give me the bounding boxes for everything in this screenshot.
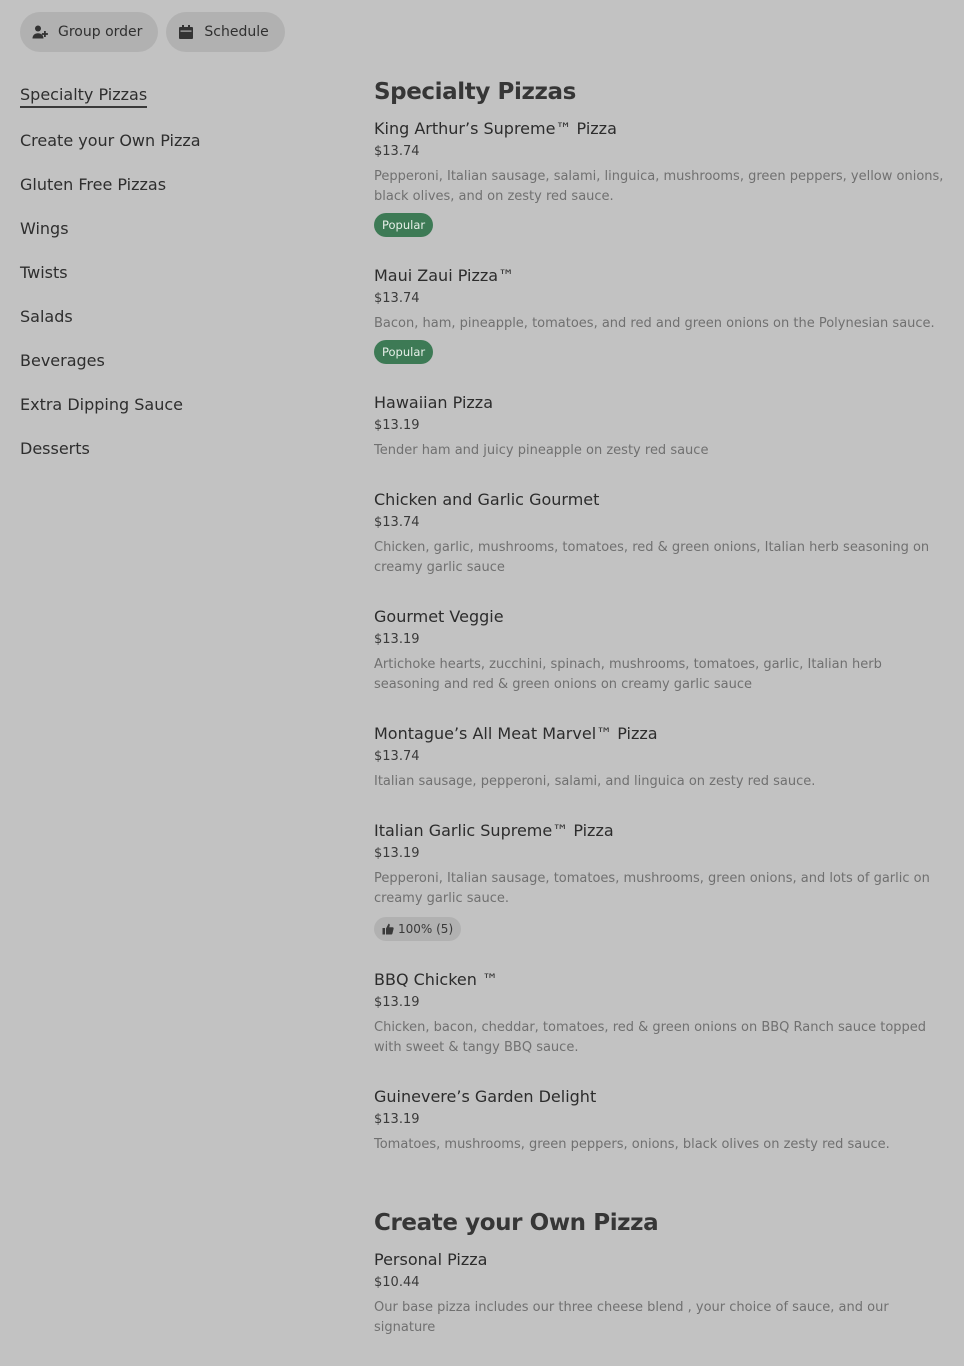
sidebar-item-create-your-own-pizza[interactable] — [20, 118, 320, 162]
item-name: Personal Pizza — [374, 1250, 488, 1269]
menu-item[interactable] — [374, 1249, 944, 1338]
person-add-icon — [32, 24, 48, 40]
item-name: Gourmet Veggie — [374, 607, 504, 626]
item-name: Guinevere’s Garden Delight — [374, 1087, 597, 1106]
top-action-bar — [20, 12, 285, 52]
item-description: Tomatoes, mushrooms, green peppers, onions, black olives on zesty red sauce. — [374, 1137, 890, 1152]
menu-item[interactable] — [374, 489, 944, 578]
calendar-icon — [178, 24, 194, 40]
menu-content — [374, 76, 944, 1366]
sidebar-item-label: Gluten Free Pizzas — [20, 174, 167, 194]
rating-badge — [374, 917, 461, 941]
item-price: $13.74 — [374, 144, 420, 159]
group-order-label: Group order — [58, 24, 143, 40]
item-description: Pepperoni, Italian sausage, tomatoes, mushrooms, green onions, and lots of garlic on creamy garlic sauce. — [374, 871, 930, 906]
menu-item[interactable] — [374, 820, 944, 941]
item-description: Bacon, ham, pineapple, tomatoes, and red and green onions on the Polynesian sauce. — [374, 316, 935, 331]
item-name: King Arthur’s Supreme™ Pizza — [374, 119, 617, 138]
item-description: Our base pizza includes our three cheese blend , your choice of sauce, and our signature — [374, 1300, 889, 1335]
item-description: Tender ham and juicy pineapple on zesty red sauce — [374, 443, 709, 458]
sidebar-item-label: Salads — [20, 306, 73, 326]
menu-item[interactable] — [374, 392, 944, 461]
rating-text: 100% (5) — [398, 922, 454, 936]
sidebar-item-label: Desserts — [20, 438, 90, 458]
item-name: BBQ Chicken ™ — [374, 970, 498, 989]
item-price: $10.44 — [374, 1275, 420, 1290]
item-description: Chicken, garlic, mushrooms, tomatoes, red & green onions, Italian herb seasoning on creamy garlic sauce — [374, 540, 930, 575]
item-name: Maui Zaui Pizza™ — [374, 266, 515, 285]
item-price: $13.19 — [374, 995, 420, 1010]
sidebar-item-salads[interactable] — [20, 294, 320, 338]
item-description: Italian sausage, pepperoni, salami, and linguica on zesty red sauce. — [374, 774, 816, 789]
item-name: Italian Garlic Supreme™ Pizza — [374, 821, 614, 840]
item-price: $13.74 — [374, 515, 420, 530]
sidebar-item-desserts[interactable] — [20, 426, 320, 470]
item-price: $13.19 — [374, 632, 420, 647]
sidebar-item-beverages[interactable] — [20, 338, 320, 382]
menu-item[interactable] — [374, 1086, 944, 1155]
sidebar-item-extra-dipping-sauce[interactable] — [20, 382, 320, 426]
sidebar-item-label: Wings — [20, 218, 69, 238]
sidebar-item-twists[interactable] — [20, 250, 320, 294]
popular-badge: Popular — [374, 340, 433, 364]
section-title: Specialty Pizzas — [374, 79, 576, 105]
sidebar-item-label: Beverages — [20, 350, 105, 370]
menu-item[interactable] — [374, 969, 944, 1058]
schedule-label: Schedule — [204, 24, 269, 40]
schedule-button[interactable] — [166, 12, 284, 52]
category-sidebar — [20, 74, 320, 470]
item-description: Pepperoni, Italian sausage, salami, linguica, mushrooms, green peppers, yellow onions, black olives, and on zesty red sauce. — [374, 169, 944, 204]
sidebar-item-label: Create your Own Pizza — [20, 130, 201, 150]
item-description: Chicken, bacon, cheddar, tomatoes, red & green onions on BBQ Ranch sauce topped with sweet & tangy BBQ sauce. — [374, 1020, 927, 1055]
sidebar-item-label: Twists — [20, 262, 68, 282]
item-price: $13.19 — [374, 1112, 420, 1127]
item-price: $13.19 — [374, 418, 420, 433]
item-name: Hawaiian Pizza — [374, 393, 493, 412]
section-title: Create your Own Pizza — [374, 1210, 659, 1236]
sidebar-item-label: Extra Dipping Sauce — [20, 394, 183, 414]
menu-item[interactable] — [374, 118, 944, 237]
item-description: Artichoke hearts, zucchini, spinach, mushrooms, tomatoes, garlic, Italian herb seasoning and red & green onions on creamy garlic sauce — [374, 657, 882, 692]
item-name: Montague’s All Meat Marvel™ Pizza — [374, 724, 658, 743]
item-price: $13.74 — [374, 749, 420, 764]
item-price: $13.19 — [374, 846, 420, 861]
menu-item[interactable] — [374, 606, 944, 695]
thumbs-up-icon — [382, 923, 394, 935]
menu-item[interactable] — [374, 265, 944, 364]
item-name: Chicken and Garlic Gourmet — [374, 490, 600, 509]
sidebar-item-label: Specialty Pizzas — [20, 85, 147, 108]
item-price: $13.74 — [374, 291, 420, 306]
menu-item[interactable] — [374, 723, 944, 792]
sidebar-item-specialty-pizzas[interactable] — [20, 74, 320, 118]
sidebar-item-gluten-free-pizzas[interactable] — [20, 162, 320, 206]
popular-badge: Popular — [374, 213, 433, 237]
sidebar-item-wings[interactable] — [20, 206, 320, 250]
group-order-button[interactable] — [20, 12, 158, 52]
